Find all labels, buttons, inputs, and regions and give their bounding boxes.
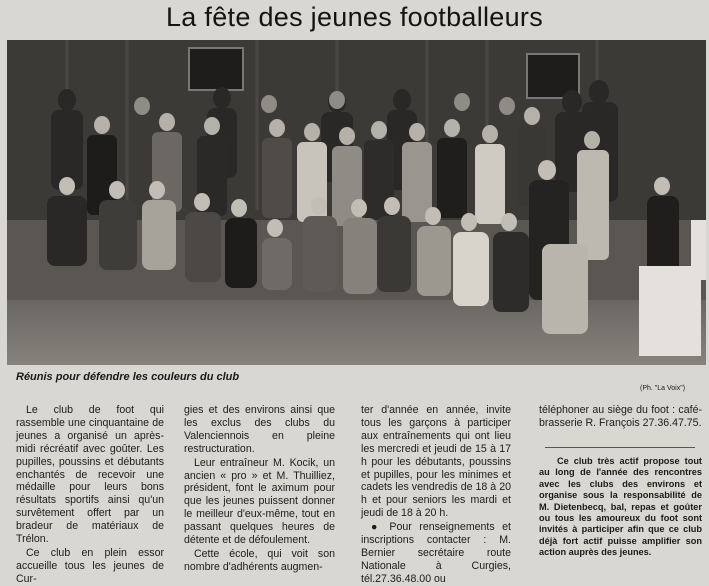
paragraph: téléphoner au siège du foot : café-brasserie R. François 27.36.47.75.	[539, 404, 702, 429]
sidebar-box	[539, 456, 702, 559]
group-photo-drawing	[7, 40, 706, 365]
paragraph: ● Pour renseignements et inscriptions contacter : M. Bernier secrétaire route Nationale à Curgies, tél.27.36.48.00 ou	[361, 521, 511, 585]
paragraph: Leur entraîneur M. Kocik, un ancien « pro » et M. Thuilliez, président, font le aximum pour que les jeunes puissent donner le meilleur d'eux-même, tout en passant quelques heures de détente et de défoulement.	[184, 456, 335, 547]
article-column-2	[184, 404, 335, 574]
paragraph: ter d'année en année, invite tous les garçons à participer aux entraînements qui ont lieu les mercredi et jeudi de 15 à 17 h pour les débutants, poussins et pupilles, pour les minimes et cadets les vendredis de 18 à 20 h et pour seniors les mardi et jeudi de 18 à 20 h.	[361, 404, 511, 520]
paragraph: Cette école, qui voit son nombre d'adhérents augmen-	[184, 547, 335, 573]
article-column-3	[361, 404, 511, 586]
headline: La fête des jeunes footballeurs	[165, 2, 544, 32]
paragraph: gies et des environs ainsi que les exclus des clubs du Valenciennois en pleine restructuration.	[184, 404, 335, 455]
paragraph: Ce club en plein essor accueille tous les jeunes de Cur-	[16, 546, 164, 585]
article-column-4	[539, 404, 702, 430]
sidebar-text: Ce club très actif propose tout au long de l'année des rencontres avec les clubs des environs et organise sous la responsabilité de M. Dietenbecq, bal, repas et goûter ou tous les amoureux du foot sont invités à participer afin que ce club déjà fort actif puisse amplifier son action auprès des jeunes.	[539, 456, 702, 558]
group-photo	[7, 40, 706, 365]
divider	[545, 447, 695, 448]
photo-credit: (Ph. "La Voix")	[640, 385, 686, 392]
paragraph: Le club de foot qui rassemble une cinquantaine de jeunes a organisé un après-midi récréatif avec goûter. Les pupilles, poussins et débutants enchantés de recevoir une médaille pour leurs bons résultats sportifs ainsi qu'un survêtement offert par un bradeur de matériaux de Trélon.	[16, 404, 164, 546]
photo-caption: Réunis pour défendre les couleurs du club	[16, 371, 240, 383]
article-column-1	[16, 404, 164, 586]
